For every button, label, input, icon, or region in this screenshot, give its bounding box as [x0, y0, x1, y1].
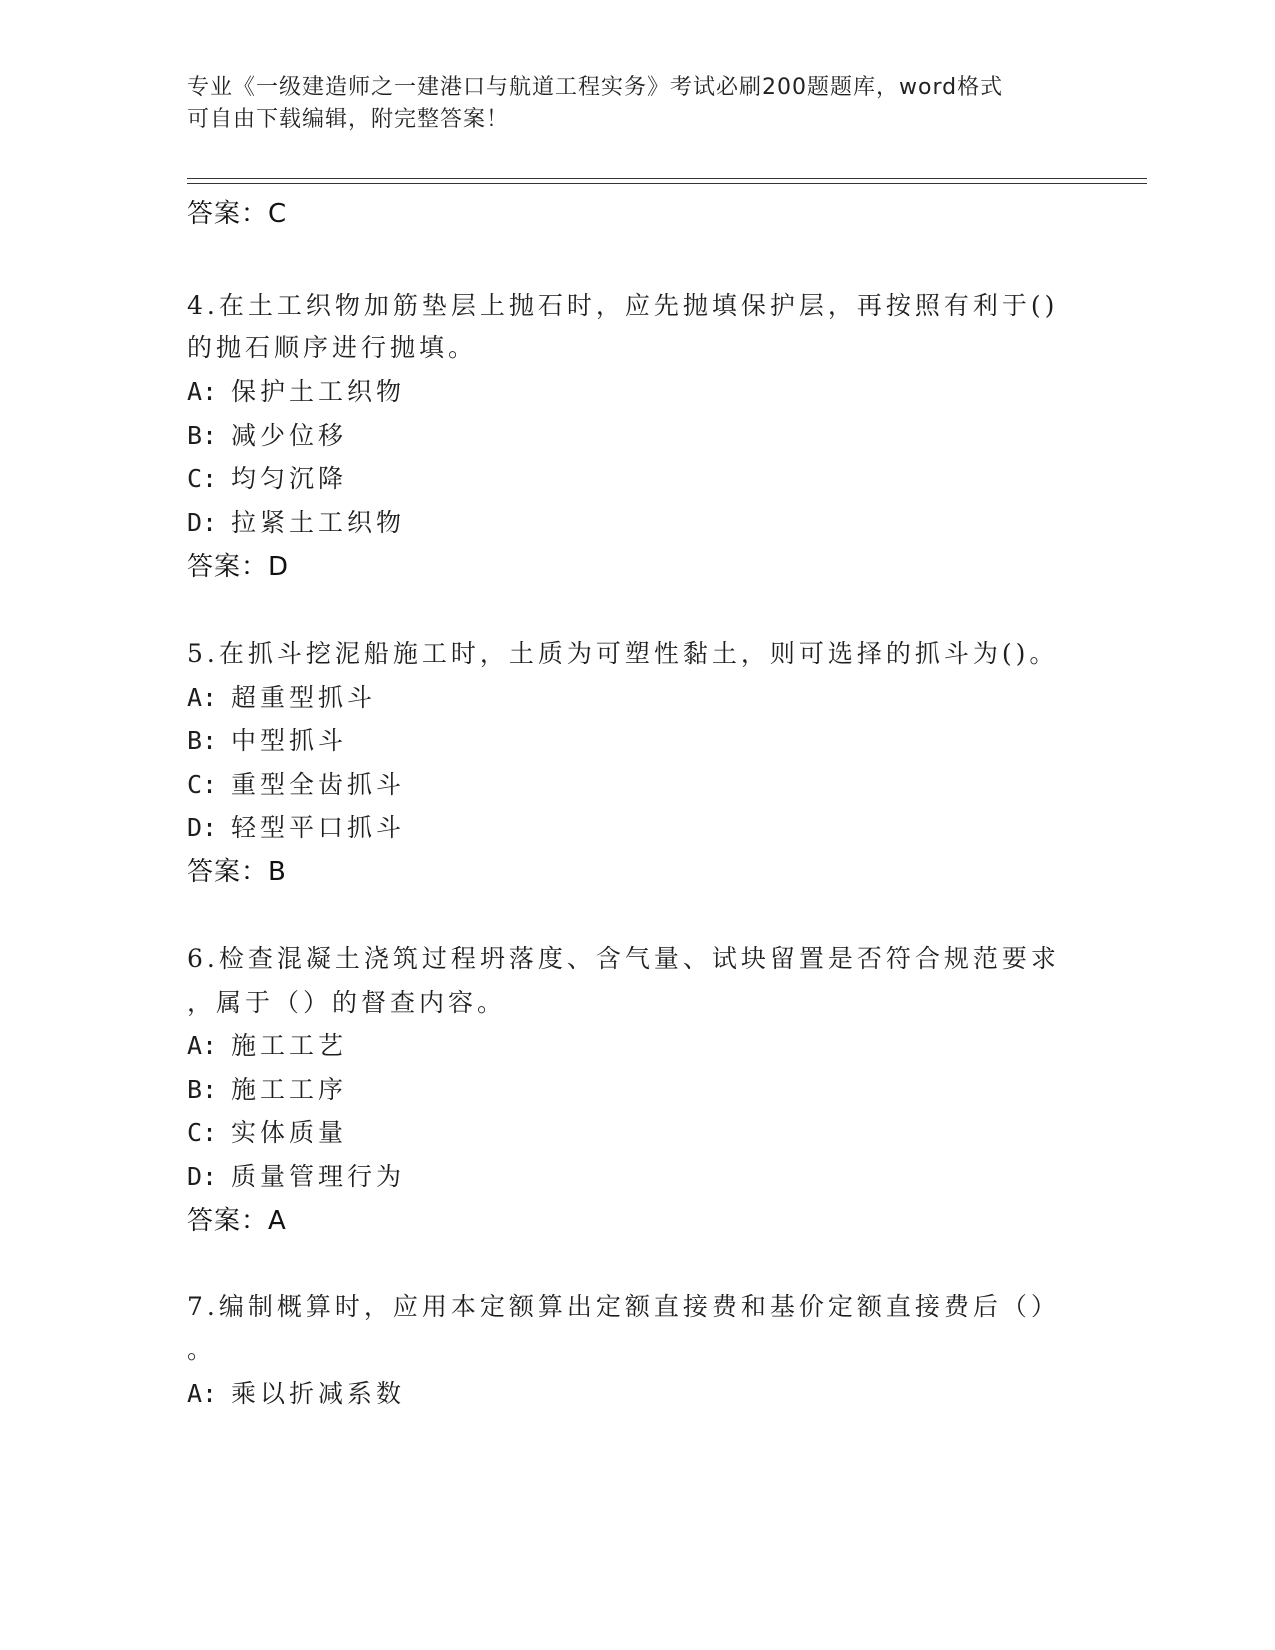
- option-c: [187, 765, 405, 801]
- option-d: [187, 808, 405, 844]
- option-text: 施工工序: [231, 1075, 348, 1104]
- option-text: 保护土工织物: [231, 377, 406, 406]
- question-stem-line-1: 5.在抓斗挖泥船施工时，土质为可塑性黏土，则可选择的抓斗为()。: [187, 639, 1059, 668]
- option-d: [187, 1157, 405, 1193]
- option-label: B:: [187, 1075, 218, 1104]
- option-a: [187, 372, 405, 408]
- header-rule-top: [187, 178, 1147, 179]
- option-b: [187, 416, 347, 452]
- question-answer: 答案：D: [187, 552, 290, 582]
- option-c: [187, 1113, 347, 1149]
- option-label: C:: [187, 1118, 218, 1147]
- option-b: [187, 1070, 347, 1106]
- option-label: A:: [187, 1031, 218, 1060]
- option-text: 超重型抓斗: [231, 683, 377, 712]
- option-label: D:: [187, 1162, 218, 1191]
- option-text: 均匀沉降: [231, 464, 348, 493]
- option-label: A:: [187, 377, 218, 406]
- option-a: [187, 1374, 405, 1410]
- option-b: [187, 721, 347, 757]
- option-text: 重型全齿抓斗: [231, 770, 406, 799]
- question-stem-line-1: 7.编制概算时，应用本定额算出定额直接费和基价定额直接费后（）: [187, 1292, 1060, 1321]
- question-stem-line-2: ，属于（）的督查内容。: [187, 988, 507, 1017]
- option-text: 中型抓斗: [231, 726, 348, 755]
- option-text: 乘以折减系数: [231, 1379, 406, 1408]
- option-text: 施工工艺: [231, 1031, 348, 1060]
- header-line-2: 可自由下载编辑，附完整答案！: [187, 107, 510, 132]
- option-label: C:: [187, 464, 218, 493]
- option-label: B:: [187, 421, 218, 450]
- question-stem-line-1: 4.在土工织物加筋垫层上抛石时，应先抛填保护层，再按照有利于(): [187, 291, 1059, 320]
- header-rule-bottom: [187, 183, 1147, 184]
- option-text: 轻型平口抓斗: [231, 813, 406, 842]
- option-a: [187, 1026, 347, 1062]
- previous-answer: 答案：C: [187, 199, 288, 229]
- option-text: 拉紧土工织物: [231, 508, 406, 537]
- option-a: [187, 678, 376, 714]
- option-label: B:: [187, 726, 218, 755]
- option-text: 实体质量: [231, 1118, 348, 1147]
- option-label: D:: [187, 508, 218, 537]
- option-label: C:: [187, 770, 218, 799]
- option-label: A:: [187, 1379, 218, 1408]
- header-line-1: 专业《一级建造师之一建港口与航道工程实务》考试必刷200题题库，word格式: [187, 75, 1004, 100]
- question-stem-line-2: 。: [187, 1335, 217, 1364]
- option-label: A:: [187, 683, 218, 712]
- option-label: D:: [187, 813, 218, 842]
- question-answer: 答案：B: [187, 857, 287, 887]
- question-stem-line-2: 的抛石顺序进行抛填。: [187, 333, 478, 362]
- option-text: 质量管理行为: [231, 1162, 406, 1191]
- question-stem-line-1: 6.检查混凝土浇筑过程坍落度、含气量、试块留置是否符合规范要求: [187, 944, 1060, 973]
- option-text: 减少位移: [231, 421, 348, 450]
- document-header: [187, 72, 1067, 136]
- option-d: [187, 503, 405, 539]
- option-c: [187, 459, 347, 495]
- question-answer: 答案：A: [187, 1206, 287, 1236]
